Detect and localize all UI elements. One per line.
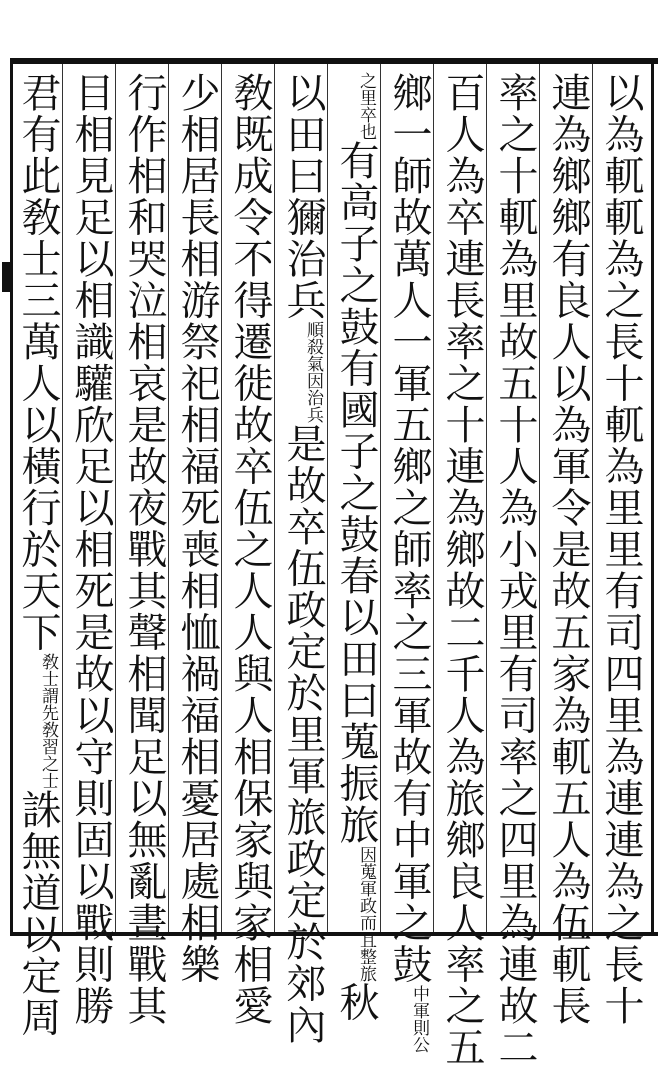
column-text: 敎既成令不得遷徙故卒伍之人人與人相保家與家相愛 bbox=[227, 72, 273, 1027]
text-column-1 bbox=[596, 72, 646, 1027]
column-text: 以田曰獮治兵 bbox=[280, 72, 326, 321]
text-column-3 bbox=[490, 72, 540, 1068]
page-edge-marker bbox=[2, 262, 10, 292]
text-column-7 bbox=[278, 72, 328, 1046]
column-text: 秋 bbox=[333, 981, 379, 1023]
text-column-10 bbox=[119, 72, 169, 1027]
text-column-11 bbox=[66, 72, 116, 1027]
commentary-note: 因蒐軍政而且整旅 bbox=[356, 845, 376, 982]
column-text: 行作相和哭泣相哀是故夜戰其聲相聞足以無亂晝戰其 bbox=[121, 72, 167, 1027]
column-text: 誅無道以定周 bbox=[15, 789, 61, 1038]
text-column-5 bbox=[384, 72, 434, 1053]
text-column-4 bbox=[437, 72, 487, 1068]
text-column-2 bbox=[543, 72, 593, 1027]
column-text: 率之十軏為里故五十人為小戎里有司率之四里為連故二 bbox=[492, 72, 538, 1068]
column-text: 少相居長相游祭祀相福死喪相恤禍福相憂居處相樂 bbox=[174, 72, 220, 985]
text-column-6 bbox=[331, 72, 381, 1023]
column-text: 以為軏軏為之長十軏為里里有司四里為連連為之長十 bbox=[598, 72, 644, 1027]
column-text: 百人為卒連長率之十連為鄉故二千人為旅鄉良人率之五 bbox=[439, 72, 485, 1068]
commentary-note: 敎士謂先敎習之士 bbox=[38, 653, 58, 789]
commentary-note: 之里卒也 bbox=[356, 72, 376, 140]
right-border bbox=[651, 58, 654, 936]
top-border bbox=[10, 58, 658, 64]
commentary-note: 中軍則公 bbox=[409, 985, 429, 1053]
column-text: 鄉一師故萬人一軍五鄉之師率之三軍故有中軍之鼓 bbox=[386, 72, 432, 985]
text-column-12 bbox=[13, 72, 63, 1038]
commentary-note: 順殺氣因治兵 bbox=[303, 321, 323, 423]
column-text: 連為鄉鄉有良人以為軍令是故五家為軏五人為伍軏長 bbox=[545, 72, 591, 1027]
column-text: 君有此敎士三萬人以橫行於天下 bbox=[15, 72, 61, 653]
column-text: 目相見足以相識驩欣足以相死是故以守則固以戰則勝 bbox=[68, 72, 114, 1027]
text-column-9 bbox=[172, 72, 222, 985]
column-text: 是故卒伍政定於里軍旅政定於郊內 bbox=[280, 423, 326, 1046]
column-text: 有高子之鼓有國子之鼓春以田曰蒐振旅 bbox=[333, 140, 379, 846]
text-column-8 bbox=[225, 72, 275, 1027]
